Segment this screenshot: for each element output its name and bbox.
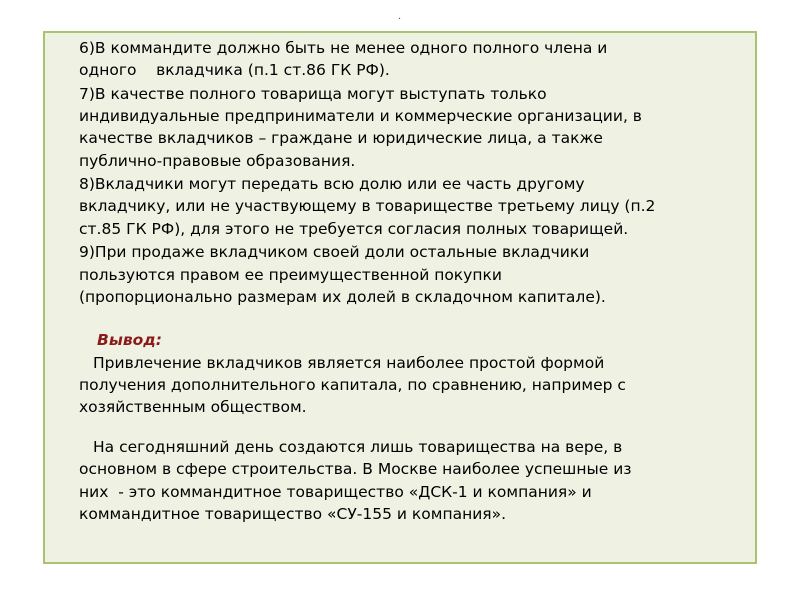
spacer bbox=[79, 309, 769, 329]
final-text: На сегодняшний день создаются лишь товарищества на вере, в основном в сфере строительства. В Москве наиболее успешные из них - это коммандитное товарищество «ДСК-1 и компания» и коммандитное товарищество «СУ-155 и компания». bbox=[79, 438, 632, 523]
list-item-7: 7)В качестве полного товарища могут выступать только индивидуальные предприниматели и коммерческие организации, в качестве вкладчиков – граждане и юридические лица, а также публично-правовые образования. bbox=[79, 84, 642, 170]
spacer bbox=[79, 418, 769, 436]
conclusion-heading: Вывод: bbox=[97, 331, 163, 350]
conclusion-text: Привлечение вкладчиков является наиболее простой формой получения дополнительного капитала, по сравнению, например с хозяйственным обществом. bbox=[79, 353, 626, 417]
list-item-9: 9)При продаже вкладчиком своей доли остальные вкладчики пользуются правом ее преимущественной покупки (пропорционально размерам их долей в складочном капитале). bbox=[79, 243, 606, 306]
top-mark: . bbox=[398, 11, 402, 22]
content-panel bbox=[43, 31, 757, 564]
content-body bbox=[79, 37, 769, 525]
list-item-8: 8)Вкладчики могут передать всю долю или ее часть другому вкладчику, или не участвующему в товариществе третьему лицу (п.2 ст.85 ГК РФ), для этого не требуется согласия полных товарищей. bbox=[79, 175, 656, 238]
list-item-6: 6)В коммандите должно быть не менее одного полного члена и одного вкладчика (п.1 ст.86 ГК РФ). bbox=[79, 39, 608, 80]
